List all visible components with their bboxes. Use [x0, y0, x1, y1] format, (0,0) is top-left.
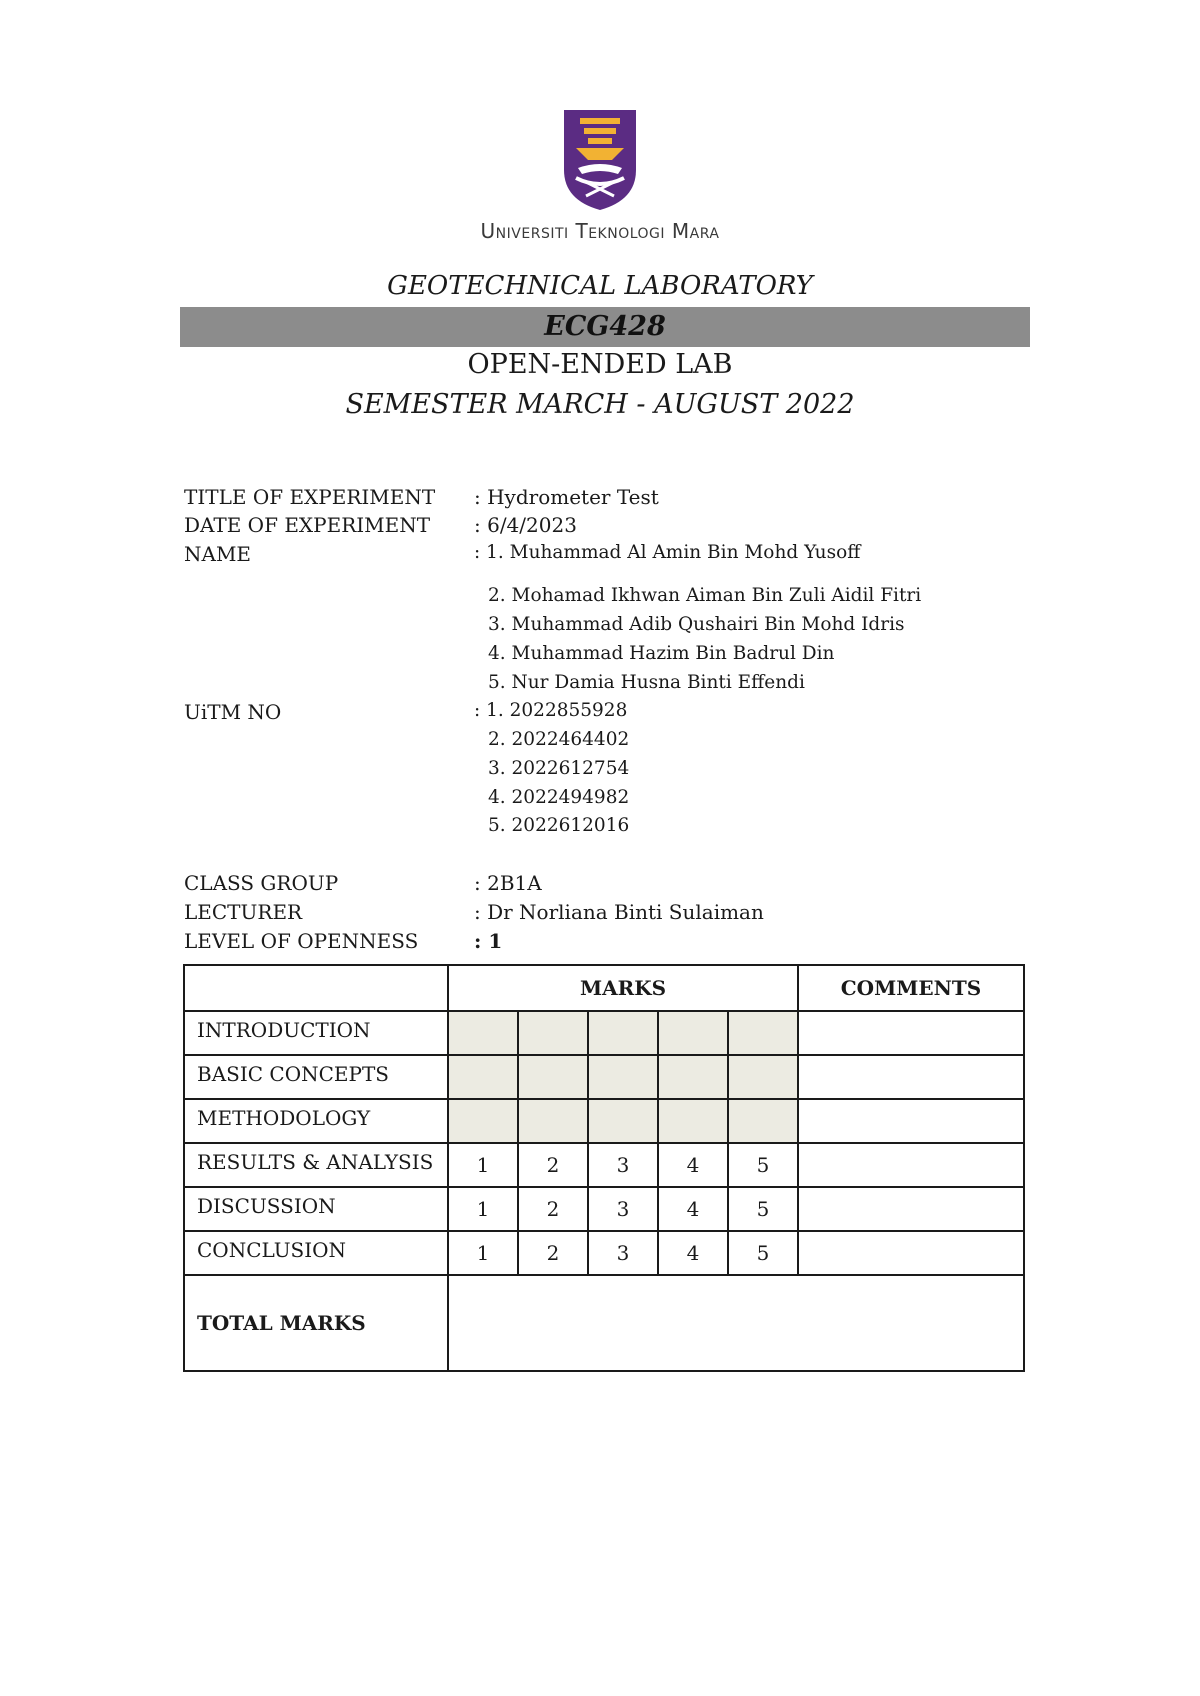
uitm-item: 3. 2022612754	[488, 758, 630, 779]
total-value-cell[interactable]	[448, 1275, 1024, 1371]
comment-cell[interactable]	[798, 1187, 1024, 1231]
openness-value: : 1	[474, 929, 503, 953]
marks-header: MARKS	[448, 965, 798, 1011]
score-cell[interactable]: 1	[448, 1231, 518, 1275]
score-cell[interactable]	[448, 1099, 518, 1143]
date-label: DATE OF EXPERIMENT	[184, 513, 431, 537]
score-cell[interactable]: 4	[658, 1231, 728, 1275]
date-value: : 6/4/2023	[474, 513, 577, 537]
score-cell[interactable]	[588, 1055, 658, 1099]
row-label: BASIC CONCEPTS	[197, 1062, 390, 1086]
score-cell[interactable]: 1	[448, 1143, 518, 1187]
course-code: ECG428	[544, 311, 666, 342]
table-row	[184, 1055, 1024, 1099]
row-label: INTRODUCTION	[197, 1018, 371, 1042]
score-cell[interactable]	[588, 1011, 658, 1055]
table-header-row	[184, 965, 1024, 1011]
semester: SEMESTER MARCH - AUGUST 2022	[345, 389, 855, 420]
score-cell[interactable]	[448, 1055, 518, 1099]
score-cell[interactable]	[518, 1011, 588, 1055]
lab-title: GEOTECHNICAL LABORATORY	[387, 271, 813, 301]
comment-cell[interactable]	[798, 1143, 1024, 1187]
score-cell[interactable]	[588, 1099, 658, 1143]
uitm-item: 2. 2022464402	[488, 729, 630, 750]
marks-table	[183, 964, 1025, 1372]
row-label-cell	[184, 1011, 448, 1055]
name-first: : 1. Muhammad Al Amin Bin Mohd Yusoff	[474, 542, 861, 563]
score-cell[interactable]: 4	[658, 1187, 728, 1231]
total-row	[184, 1275, 1024, 1371]
course-code-bar	[180, 307, 1030, 347]
score-cell[interactable]	[448, 1011, 518, 1055]
uitm-label: UiTM NO	[184, 700, 282, 724]
table-row	[184, 1099, 1024, 1143]
score-cell[interactable]: 5	[728, 1143, 798, 1187]
score-cell[interactable]	[728, 1011, 798, 1055]
name-item: 3. Muhammad Adib Qushairi Bin Mohd Idris	[488, 614, 905, 635]
uitm-first: : 1. 2022855928	[474, 700, 628, 721]
score-cell[interactable]: 3	[588, 1231, 658, 1275]
total-label-cell	[184, 1275, 448, 1371]
row-label-cell	[184, 1099, 448, 1143]
score-cell[interactable]: 1	[448, 1187, 518, 1231]
score-cell[interactable]: 2	[518, 1231, 588, 1275]
score-cell[interactable]: 5	[728, 1187, 798, 1231]
score-cell[interactable]: 3	[588, 1187, 658, 1231]
class-value: : 2B1A	[474, 871, 542, 895]
comment-cell[interactable]	[798, 1231, 1024, 1275]
score-cell[interactable]	[518, 1099, 588, 1143]
score-cell[interactable]: 4	[658, 1143, 728, 1187]
row-label: CONCLUSION	[197, 1238, 347, 1262]
comment-cell[interactable]	[798, 1099, 1024, 1143]
row-label: RESULTS & ANALYSIS	[197, 1150, 434, 1174]
score-cell[interactable]	[728, 1099, 798, 1143]
row-label-cell	[184, 1187, 448, 1231]
class-label: CLASS GROUP	[184, 871, 339, 895]
uitm-item: 5. 2022612016	[488, 815, 630, 836]
comment-cell[interactable]	[798, 1055, 1024, 1099]
table-row	[184, 1187, 1024, 1231]
name-item: 2. Mohamad Ikhwan Aiman Bin Zuli Aidil Fitri	[488, 585, 922, 606]
openness-label: LEVEL OF OPENNESS	[184, 929, 419, 953]
title-label: TITLE OF EXPERIMENT	[184, 485, 436, 509]
comment-cell[interactable]	[798, 1011, 1024, 1055]
total-label: TOTAL MARKS	[197, 1311, 366, 1335]
row-label: METHODOLOGY	[197, 1106, 371, 1130]
score-cell[interactable]	[518, 1055, 588, 1099]
title-value: : Hydrometer Test	[474, 485, 659, 509]
name-label: NAME	[184, 542, 252, 566]
university-logo	[0, 108, 1200, 212]
score-cell[interactable]	[658, 1011, 728, 1055]
comments-header: COMMENTS	[798, 965, 1024, 1011]
uitm-item: 4. 2022494982	[488, 787, 630, 808]
lab-type: OPEN-ENDED LAB	[467, 349, 733, 380]
name-item: 5. Nur Damia Husna Binti Effendi	[488, 672, 805, 693]
row-label: DISCUSSION	[197, 1194, 336, 1218]
header-blank-cell	[184, 965, 448, 1011]
score-cell[interactable]: 5	[728, 1231, 798, 1275]
table-row	[184, 1231, 1024, 1275]
table-row	[184, 1011, 1024, 1055]
row-label-cell	[184, 1143, 448, 1187]
score-cell[interactable]	[658, 1099, 728, 1143]
name-item: 4. Muhammad Hazim Bin Badrul Din	[488, 643, 835, 664]
score-cell[interactable]: 2	[518, 1187, 588, 1231]
score-cell[interactable]	[728, 1055, 798, 1099]
row-label-cell	[184, 1231, 448, 1275]
score-cell[interactable]: 2	[518, 1143, 588, 1187]
row-label-cell	[184, 1055, 448, 1099]
score-cell[interactable]	[658, 1055, 728, 1099]
lecturer-value: : Dr Norliana Binti Sulaiman	[474, 900, 764, 924]
uitm-crest-icon	[562, 108, 638, 212]
lecturer-label: LECTURER	[184, 900, 303, 924]
score-cell[interactable]: 3	[588, 1143, 658, 1187]
university-name: Universiti Teknologi Mara	[480, 219, 720, 243]
table-row	[184, 1143, 1024, 1187]
